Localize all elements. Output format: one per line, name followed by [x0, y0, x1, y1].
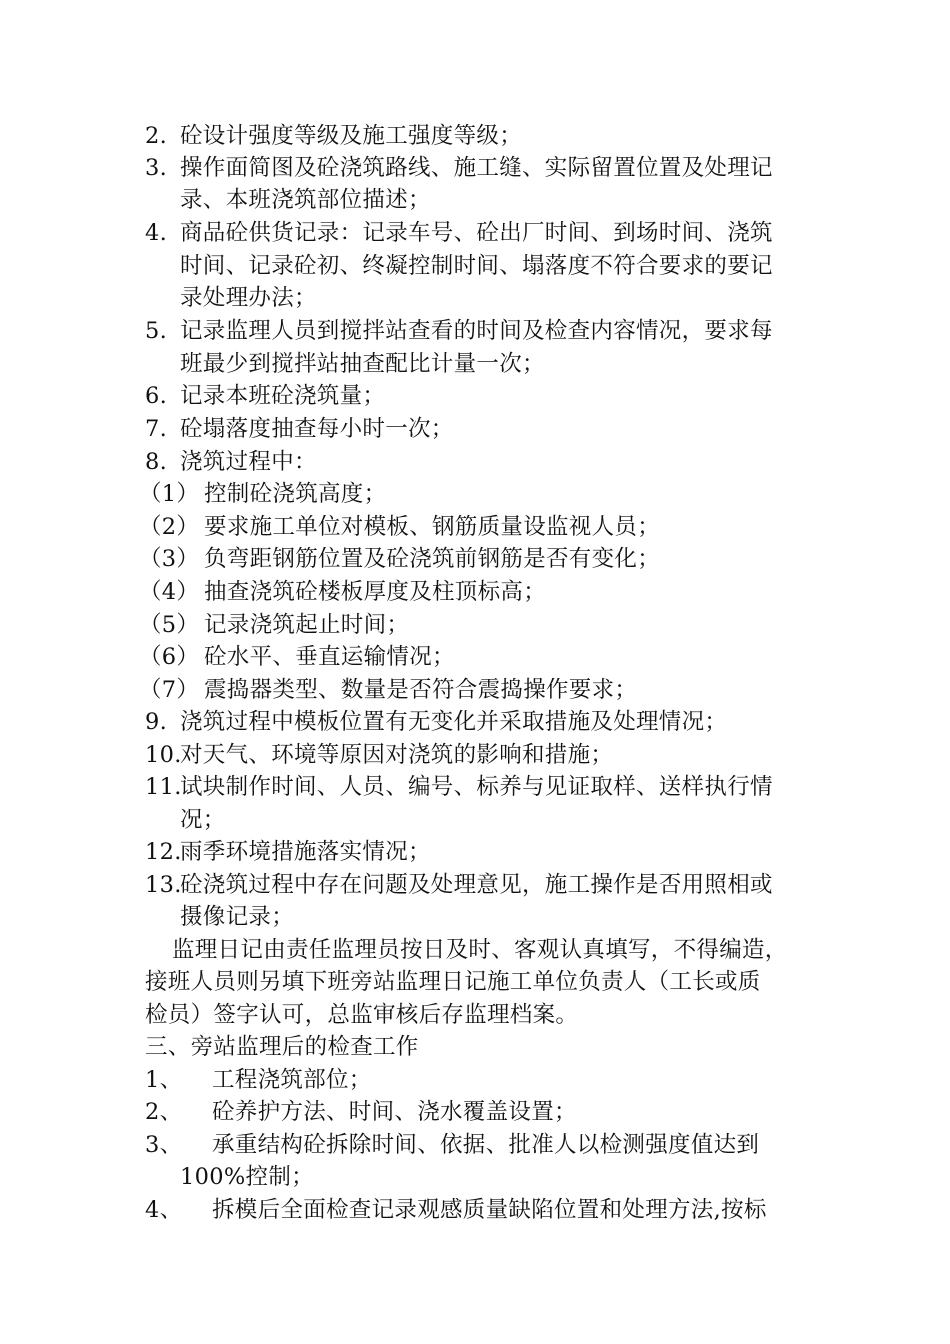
check-item-4: 4、 拆模后全面检查记录观感质量缺陷位置和处理方法,按标 [145, 1197, 767, 1223]
list-item-7: 7. 砼塌落度抽查每小时一次； [145, 416, 454, 442]
list-item-9: 9. 浇筑过程中模板位置有无变化并采取措施及处理情况； [145, 709, 728, 735]
paragraph-line: 检员）签字认可，总监审核后存监理档案。 [145, 1002, 579, 1028]
paragraph-line: 接班人员则另填下班旁站监理日记施工单位负责人（工长或质 [145, 969, 761, 995]
list-item-13: 13.砼浇筑过程中存在问题及处理意见，施工操作是否用照相或 [145, 872, 773, 898]
list-item-4: 4. 商品砼供货记录：记录车号、砼出厂时间、到场时间、浇筑 [145, 220, 773, 246]
list-item-13-cont: 摄像记录； [180, 904, 295, 930]
list-item-3-cont: 录、本班浇筑部位描述； [180, 187, 431, 213]
list-item-3: 3. 操作面简图及砼浇筑路线、施工缝、实际留置位置及处理记 [145, 155, 773, 181]
sub-item: （1） 控制砼浇筑高度； [139, 481, 387, 507]
list-item-10: 10.对天气、环境等原因对浇筑的影响和措施； [145, 742, 614, 768]
list-item-4-cont: 录处理办法； [180, 285, 317, 311]
sub-item: （5） 记录浇筑起止时间； [139, 612, 410, 638]
sub-item: （7） 震捣器类型、数量是否符合震捣操作要求； [139, 677, 638, 703]
list-item-11: 11.试块制作时间、人员、编号、标养与见证取样、送样执行情 [145, 774, 773, 800]
list-item-5: 5. 记录监理人员到搅拌站查看的时间及检查内容情况，要求每 [145, 318, 773, 344]
sub-item: （2） 要求施工单位对模板、钢筋质量设监视人员； [139, 514, 661, 540]
check-item-1: 1、 工程浇筑部位； [145, 1067, 372, 1093]
sub-item: （4） 抽查浇筑砼楼板厚度及柱顶标高； [139, 579, 547, 605]
list-item-6: 6. 记录本班砼浇筑量； [145, 383, 386, 409]
section-heading: 三、旁站监理后的检查工作 [145, 1034, 419, 1060]
list-item-2: 2. 砼设计强度等级及施工强度等级； [145, 123, 523, 149]
list-item-8: 8. 浇筑过程中： [145, 449, 317, 475]
sub-item: （6） 砼水平、垂直运输情况； [139, 644, 455, 670]
list-item-12: 12.雨季环境措施落实情况； [145, 839, 431, 865]
sub-item: （3） 负弯距钢筋位置及砼浇筑前钢筋是否有变化； [139, 546, 661, 572]
list-item-11-cont: 况； [180, 807, 226, 833]
list-item-5-cont: 班最少到搅拌站抽查配比计量一次； [180, 351, 545, 377]
paragraph-line: 监理日记由责任监理员按日及时、客观认真填写，不得编造， [172, 937, 788, 963]
check-item-2: 2、 砼养护方法、时间、浇水覆盖设置； [145, 1099, 577, 1125]
check-item-3-cont: 100%控制； [180, 1164, 314, 1190]
list-item-4-cont: 时间、记录砼初、终凝控制时间、塌落度不符合要求的要记 [180, 253, 773, 279]
check-item-3: 3、 承重结构砼拆除时间、依据、批准人以检测强度值达到 [145, 1132, 760, 1158]
